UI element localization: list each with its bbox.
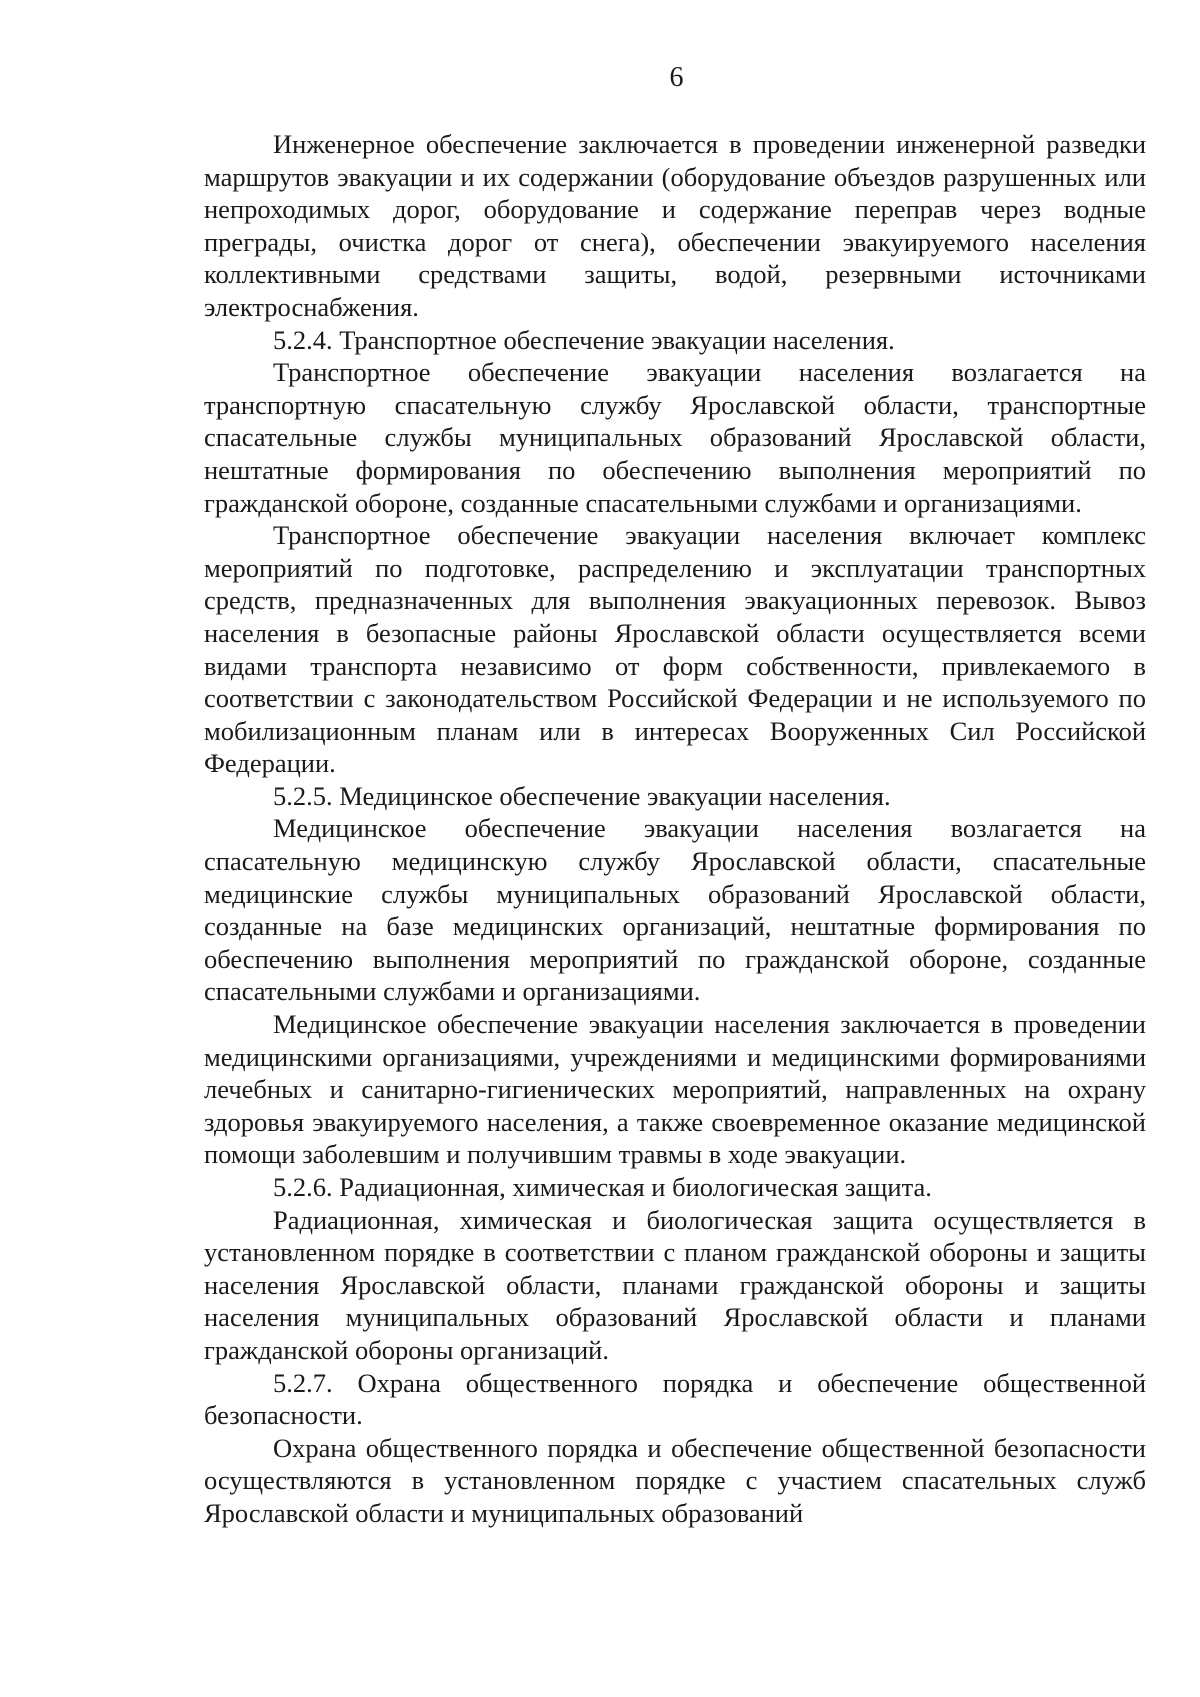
paragraph-rchb-protection: Радиационная, химическая и биологическая защита осуществляется в установленном порядке в соответствии с планом гражданской обороны и защиты населения Ярославской области, планами гражданской обороны и защиты населения муниципальных образований Ярославской области и планами гражданской обороны организаций.: [204, 1204, 1146, 1365]
document-body: [204, 128, 1146, 1530]
paragraph-engineering-support: Инженерное обеспечение заключается в проведении инженерной разведки маршрутов эвакуации и их содержании (оборудование объездов разрушенных или непроходимых дорог, оборудование и содержание переправ через водные преграды, очистка дорог от снега), обеспечении эвакуируемого населения коллективными средствами защиты, водой, резервными источниками электроснабжения.: [204, 129, 1146, 322]
section-heading-5-2-7: 5.2.7. Охрана общественного порядка и обеспечение общественной безопасности.: [204, 1367, 1146, 1431]
section-heading-5-2-4: 5.2.4. Транспортное обеспечение эвакуации населения.: [273, 324, 895, 355]
paragraph-public-order: Охрана общественного порядка и обеспечение общественной безопасности осуществляются в установленном порядке с участием спасательных служб Ярославской области и муниципальных образований: [204, 1432, 1146, 1528]
section-heading-5-2-5: 5.2.5. Медицинское обеспечение эвакуации населения.: [273, 780, 891, 811]
paragraph-medical-measures: Медицинское обеспечение эвакуации населения заключается в проведении медицинскими организациями, учреждениями и медицинскими формированиями лечебных и санитарно-гигиенических мероприятий, направленных на охрану здоровья эвакуируемого населения, а также своевременное оказание медицинской помощи заболевшим и получившим травмы в ходе эвакуации.: [204, 1009, 1146, 1170]
paragraph-transport-responsibility: Транспортное обеспечение эвакуации населения возлагается на транспортную спасательную службу Ярославской области, транспортные спасательные службы муниципальных образований Ярославской области, нештатные формирования по обеспечению выполнения мероприятий по гражданской обороне, созданные спасательными службами и организациями.: [204, 357, 1146, 518]
page-number: 6: [669, 62, 684, 93]
section-heading-5-2-6: 5.2.6. Радиационная, химическая и биологическая защита.: [273, 1172, 932, 1202]
paragraph-transport-measures: Транспортное обеспечение эвакуации населения включает комплекс мероприятий по подготовке, распределению и эксплуатации транспортных средств, предназначенных для выполнения эвакуационных перевозок. Вывоз населения в безопасные районы Ярославской области осуществляется всеми видами транспорта независимо от форм собственности, привлекаемого в соответствии с законодательством Российской Федерации и не используемого по мобилизационным планам или в интересах Вооруженных Сил Российской Федерации.: [204, 520, 1146, 779]
paragraph-medical-responsibility: Медицинское обеспечение эвакуации населения возлагается на спасательную медицинскую службу Ярославской области, спасательные медицинские службы муниципальных образований Ярославской области, созданные на базе медицинских организаций, нештатные формирования по обеспечению выполнения мероприятий по гражданской обороне, созданные спасательными службами и организациями.: [204, 813, 1146, 1007]
